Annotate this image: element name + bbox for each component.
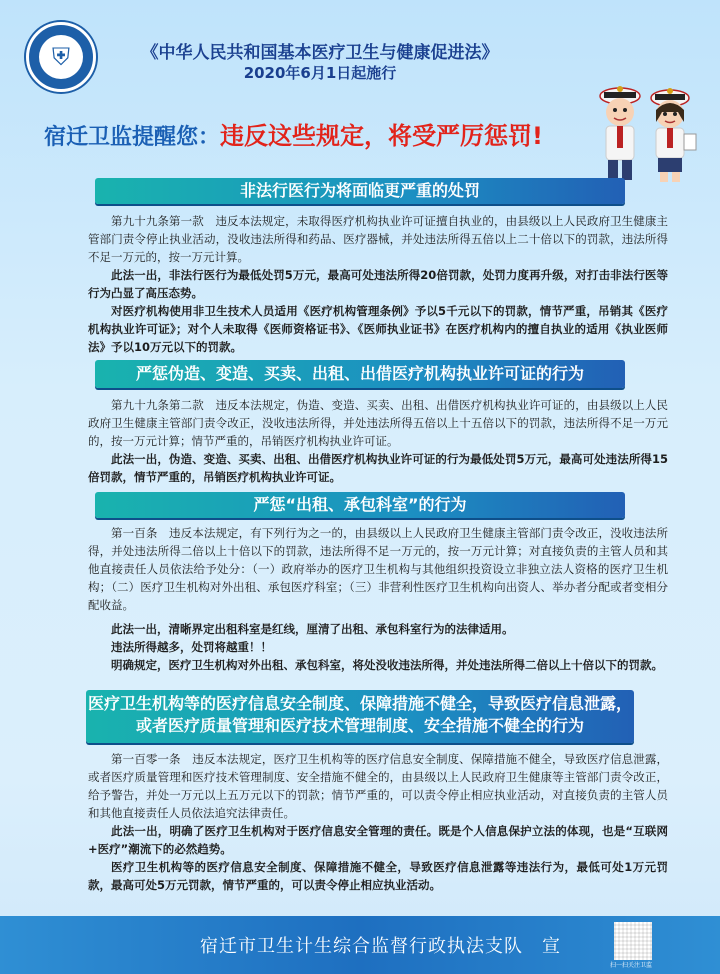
section-1-title: 非法行医行为将面临更严重的处罚 <box>95 178 625 204</box>
section-1-paragraph-2: 此法一出，非法行医行为最低处罚5万元，最高可处违法所得20倍罚款，处罚力度再升级，对打击非法行医等行为凸显了高压态势。 <box>88 268 668 300</box>
male-officer-figure <box>600 86 640 180</box>
footer-banner <box>0 916 720 974</box>
female-officer-figure <box>651 88 696 182</box>
headline-main: 违反这些规定，将受严厉惩罚! <box>220 122 543 150</box>
section-4-title-line-2: 或者医疗质量管理和医疗技术管理制度、安全措施不健全的行为 <box>135 716 584 735</box>
section-2-paragraph-1: 第九十九条第二款 违反本法规定，伪造、变造、买卖、出租、出借医疗机构执业许可证的，由县级以上人民政府卫生健康主管部门责令改正，没收违法所得，并处违法所得五倍以上十五倍以下的罚款，违法所得不足一万元的，按一万元计算；情节严重的，吊销医疗机构执业许可证。 <box>88 398 668 448</box>
effective-date: 2020年6月1日起施行 <box>243 64 397 82</box>
section-4-paragraph-1: 第一百零一条 违反本法规定，医疗卫生机构等的医疗信息安全制度、保障措施不健全，导致医疗信息泄露，或者医疗质量管理和医疗技术管理制度、安全措施不健全的，由县级以上人民政府卫生健康等主管部门责令改正，给予警告，并处一万元以上五万元以下的罚款；情节严重的，可以责令停止相应执业活动，对直接负责的主管人员和其他直接责任人员依法追究法律责任。 <box>88 752 668 820</box>
law-title: 《中华人民共和国基本医疗卫生与健康促进法》 <box>141 43 499 63</box>
issuer-name: 宿迁市卫生计生综合监督行政执法支队 宣 <box>200 936 561 957</box>
emblem-icon: ⛨ <box>39 35 83 79</box>
section-3-paragraph-4: 明确规定，医疗卫生机构对外出租、承包科室，将处没收违法所得，并处违法所得二倍以上十倍以下的罚款。 <box>111 658 663 672</box>
qr-code-icon[interactable] <box>614 922 652 960</box>
section-3-paragraph-3: 违法所得越多，处罚将越重！！ <box>111 640 272 654</box>
section-4-title <box>86 690 634 743</box>
section-4-paragraph-2: 此法一出，明确了医疗卫生机构对于医疗信息安全管理的责任。既是个人信息保护立法的体现，也是“互联网+医疗”潮流下的必然趋势。 <box>88 824 668 856</box>
section-2-title: 严惩伪造、变造、买卖、出租、出借医疗机构执业许可证的行为 <box>95 360 625 388</box>
section-2-paragraph-2: 此法一出，伪造、变造、买卖、出租、出借医疗机构执业许可证的行为最低处罚5万元，最高可处违法所得15倍罚款，情节严重的，吊销医疗机构执业许可证。 <box>88 452 668 484</box>
section-1-paragraph-1: 第九十九条第一款 违反本法规定，未取得医疗机构执业许可证擅自执业的，由县级以上人民政府卫生健康主管部门责令停止执业活动，没收违法所得和药品、医疗器械，并处违法所得五倍以上二十倍以下的罚款，违法所得不足一万元的，按一万元计算。 <box>88 214 668 264</box>
section-4-paragraph-3: 医疗卫生机构等的医疗信息安全制度、保障措施不健全，导致医疗信息泄露等违法行为，最低可处1万元罚款，最高可处5万元罚款，情节严重的，可以责令停止相应执业活动。 <box>88 860 668 892</box>
qr-code-label: 扫一扫关注卫监 <box>609 962 652 969</box>
health-authority-logo <box>26 22 96 92</box>
headline <box>44 116 543 151</box>
section-3-paragraph-1: 第一百条 违反本法规定，有下列行为之一的，由县级以上人民政府卫生健康主管部门责令改正，没收违法所得，并处违法所得二倍以上十倍以下的罚款，违法所得不足一万元的，按一万元计算；对直接负责的主管人员和其他直接责任人员依法给予处分：（一）政府举办的医疗卫生机构与其他组织投资设立非独立法人资格的医疗卫生机构；（二）医疗卫生机构对外出租、承包医疗科室；（三）非营利性医疗卫生机构向出资人、举办者分配或者变相分配收益。 <box>88 526 668 612</box>
section-3-paragraph-2: 此法一出，清晰界定出租科室是红线，厘清了出租、承包科室行为的法律适用。 <box>111 622 514 636</box>
officer-cartoon-illustration <box>590 78 700 186</box>
section-1-paragraph-3: 对医疗机构使用非卫生技术人员适用《医疗机构管理条例》予以5千元以下的罚款，情节严重，吊销其《医疗机构执业许可证》；对个人未取得《医师资格证书》、《医师执业证书》在医疗机构内的擅自执业的适用《执业医师法》予以10万元以下的罚款。 <box>88 304 668 354</box>
section-4-title-line-1: 医疗卫生机构等的医疗信息安全制度、保障措施不健全，导致医疗信息泄露， <box>87 694 632 713</box>
section-3-title: 严惩“出租、承包科室”的行为 <box>95 492 625 518</box>
headline-prefix: 宿迁卫监提醒您： <box>44 125 221 150</box>
